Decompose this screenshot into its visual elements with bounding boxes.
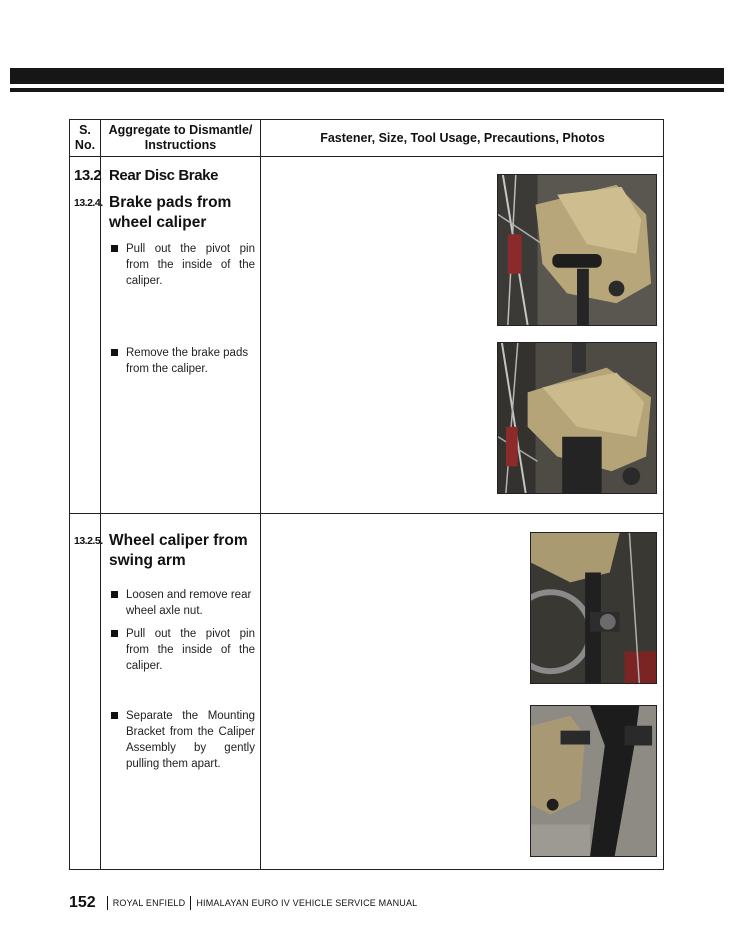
step-text: Pull out the pivot pin from the inside of the caliper. xyxy=(126,243,255,287)
bullet-square-icon xyxy=(111,349,118,356)
column-header-instructions: Aggregate to Dismantle/ Instructions xyxy=(108,123,253,152)
dismantle-table xyxy=(69,119,664,870)
instruction-step xyxy=(110,587,255,619)
instruction-step xyxy=(110,708,255,772)
footer-separator xyxy=(107,896,108,910)
column-header-fastener: Fastener, Size, Tool Usage, Precautions, Photos xyxy=(320,130,605,145)
caliper-photo-image xyxy=(498,175,656,325)
header-divider xyxy=(70,156,663,157)
section-title: Wheel caliper from swing arm xyxy=(109,532,248,569)
footer-separator xyxy=(190,896,191,910)
bullet-square-icon xyxy=(111,712,118,719)
instruction-step xyxy=(110,345,255,377)
header-bar-thin xyxy=(10,88,724,92)
section-title: Rear Disc Brake xyxy=(109,167,219,184)
section-number: 13.2 xyxy=(74,167,102,184)
footer-manual-title: HIMALAYAN EURO IV VEHICLE SERVICE MANUAL xyxy=(196,898,418,908)
step-text: Separate the Mounting Bracket from the Caliper Assembly by gently pulling them apart. xyxy=(126,710,255,770)
column-header-sno: S. No. xyxy=(74,123,96,152)
step-text: Pull out the pivot pin from the inside of the caliper. xyxy=(126,628,255,672)
mounting-bracket-photo-image xyxy=(531,706,656,856)
photo-brake-pads xyxy=(497,342,657,494)
bullet-square-icon xyxy=(111,630,118,637)
section-title: Brake pads from wheel caliper xyxy=(109,194,232,231)
bullet-square-icon xyxy=(111,591,118,598)
step-text: Remove the brake pads from the caliper. xyxy=(126,347,249,375)
photo-mounting-bracket xyxy=(530,705,657,857)
footer-brand: ROYAL ENFIELD xyxy=(112,898,186,908)
instruction-step xyxy=(110,241,255,289)
instruction-step xyxy=(110,626,255,674)
axle-nut-photo-image xyxy=(531,533,656,683)
photo-axle-nut xyxy=(530,532,657,684)
section-number: 13.2.4. xyxy=(74,197,103,209)
column-divider xyxy=(100,120,101,869)
page-number: 152 xyxy=(69,894,96,911)
header-bar-thick xyxy=(10,68,724,84)
row-divider xyxy=(70,513,663,514)
bullet-square-icon xyxy=(111,245,118,252)
column-divider xyxy=(260,120,261,869)
step-text: Loosen and remove rear wheel axle nut. xyxy=(126,589,252,617)
section-number: 13.2.5. xyxy=(74,535,103,547)
brake-pads-photo-image xyxy=(498,343,656,493)
page-footer xyxy=(69,894,417,912)
photo-caliper-pivot-pin xyxy=(497,174,657,326)
